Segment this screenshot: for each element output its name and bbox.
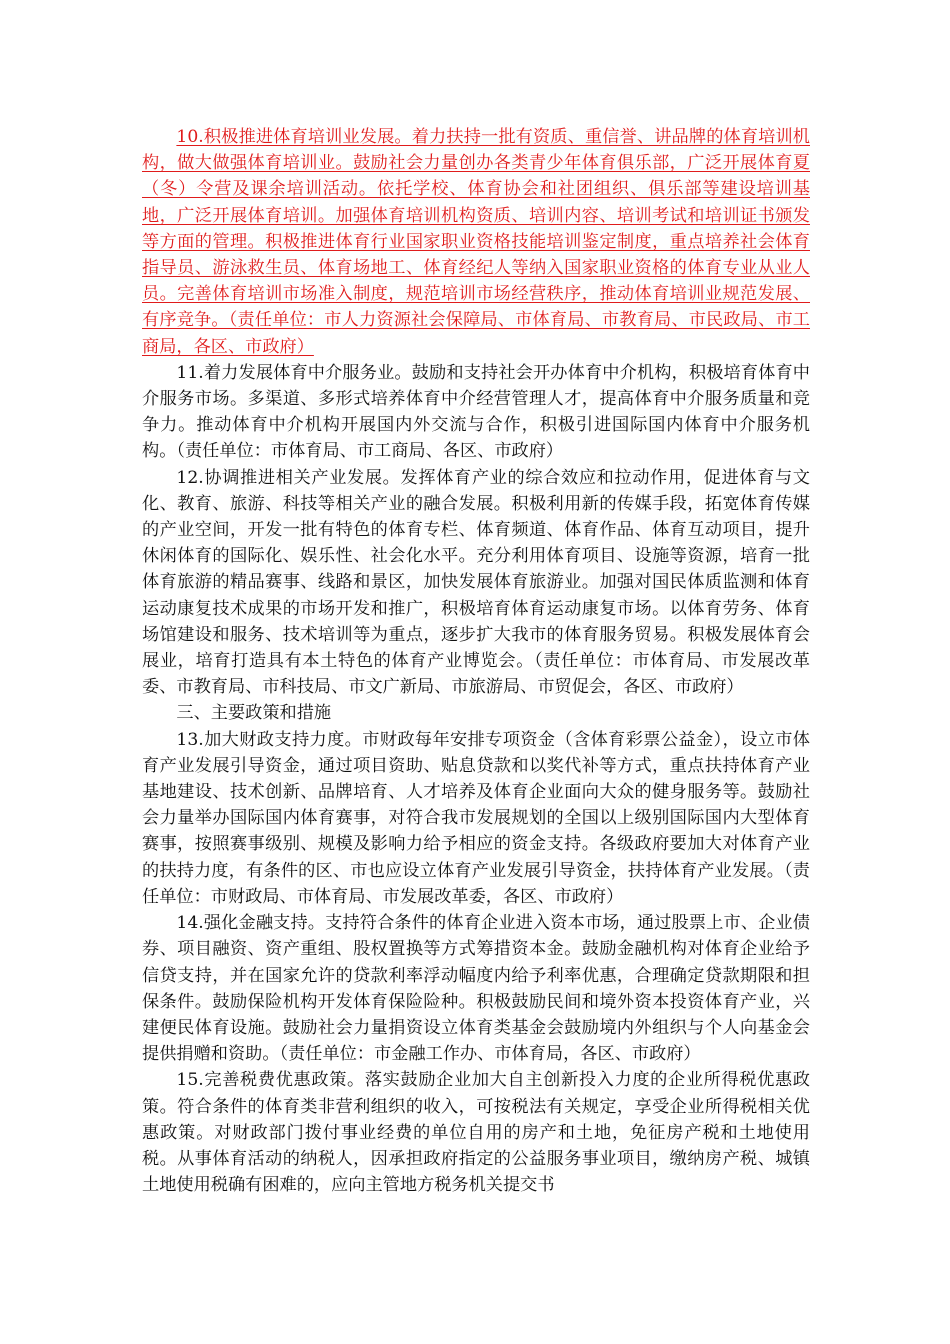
paragraph-12-related-industries: 12.协调推进相关产业发展。发挥体育产业的综合效应和拉动作用，促进体育与文化、教育、旅游、科技等相关产业的融合发展。积极利用新的传媒手段，拓宽体育传媒的产业空间，开发一批有特色的体育专栏、体育频道、体育作品、体育互动项目，提升休闲体育的国际化、娱乐性、社会化水平。充分利用体育项目、设施等资源，培育一批体育旅游的精品赛事、线路和景区，加快发展体育旅游业。加强对国民体质监测和体育运动康复技术成果的市场开发和推广，积极培育体育运动康复市场。以体育劳务、体育场馆建设和服务、技术培训等为重点，逐步扩大我市的体育服务贸易。积极发展体育会展业，培育打造具有本土特色的体育产业博览会。（责任单位：市体育局、市发展改革委、市教育局、市科技局、市文广新局、市旅游局、市贸促会，各区、市政府） bbox=[142, 467, 810, 698]
paragraph-15-tax-policy: 15.完善税费优惠政策。落实鼓励企业加大自主创新投入力度的企业所得税优惠政策。符合条件的体育类非营利组织的收入，可按税法有关规定，享受企业所得税相关优惠政策。对财政部门拨付事业经费的单位自用的房产和土地，免征房产税和土地使用税。从事体育活动的纳税人，因承担政府指定的公益服务事业项目，缴纳房产税、城镇土地使用税确有困难的，应向主管地方税务机关提交书 bbox=[142, 1070, 810, 1196]
paragraph-13-financial-support: 13.加大财政支持力度。市财政每年安排专项资金（含体育彩票公益金），设立市体育产业发展引导资金，通过项目资助、贴息贷款和以奖代补等方式，重点扶持体育产业基地建设、技术创新、品牌培育、人才培养及体育企业面向大众的健身服务等。鼓励社会力量举办国际国内体育赛事，对符合我市发展规划的全国以上级别国际国内大型体育赛事，按照赛事级别、规模及影响力给予相应的资金支持。各级政府要加大对体育产业的扶持力度，有条件的区、市也应设立体育产业发展引导资金，扶持体育产业发展。（责任单位：市财政局、市体育局、市发展改革委，各区、市政府） bbox=[142, 729, 810, 907]
document-body bbox=[142, 124, 810, 1198]
paragraph-14-finance-support: 14.强化金融支持。支持符合条件的体育企业进入资本市场，通过股票上市、企业债券、项目融资、资产重组、股权置换等方式筹措资本金。鼓励金融机构对体育企业给予信贷支持，并在国家允许的贷款利率浮动幅度内给予利率优惠，合理确定贷款期限和担保条件。鼓励保险机构开发体育保险险种。积极鼓励民间和境外资本投资体育产业，兴建便民体育设施。鼓励社会力量捐资设立体育类基金会鼓励境内外组织与个人向基金会提供捐赠和资助。（责任单位：市金融工作办、市体育局，各区、市政府） bbox=[142, 913, 810, 1065]
section-heading-policies: 三、主要政策和措施 bbox=[176, 703, 332, 724]
paragraph-11-intermediary-services: 11.着力发展体育中介服务业。鼓励和支持社会开办体育中介机构，积极培育体育中介服务市场。多渠道、多形式培养体育中介经营管理人才，提高体育中介服务质量和竞争力。推动体育中介机构开展国内外交流与合作，积极引进国际国内体育中介服务机构。（责任单位：市体育局、市工商局、各区、市政府） bbox=[142, 362, 810, 462]
paragraph-10-training-industry: 10.积极推进体育培训业发展。着力扶持一批有资质、重信誉、讲品牌的体育培训机构，做大做强体育培训业。鼓励社会力量创办各类青少年体育俱乐部，广泛开展体育夏（冬）令营及课余培训活动。依托学校、体育协会和社团组织、俱乐部等建设培训基地，广泛开展体育培训。加强体育培训机构资质、培训内容、培训考试和培训证书颁发等方面的管理。积极推进体育行业国家职业资格技能培训鉴定制度，重点培养社会体育指导员、游泳救生员、体育场地工、体育经纪人等纳入国家职业资格的体育专业从业人员。完善体育培训市场准入制度，规范培训市场经营秩序，推动体育培训业规范发展、有序竞争。（责任单位：市人力资源社会保障局、市体育局、市教育局、市民政局、市工商局，各区、市政府） bbox=[142, 127, 810, 357]
